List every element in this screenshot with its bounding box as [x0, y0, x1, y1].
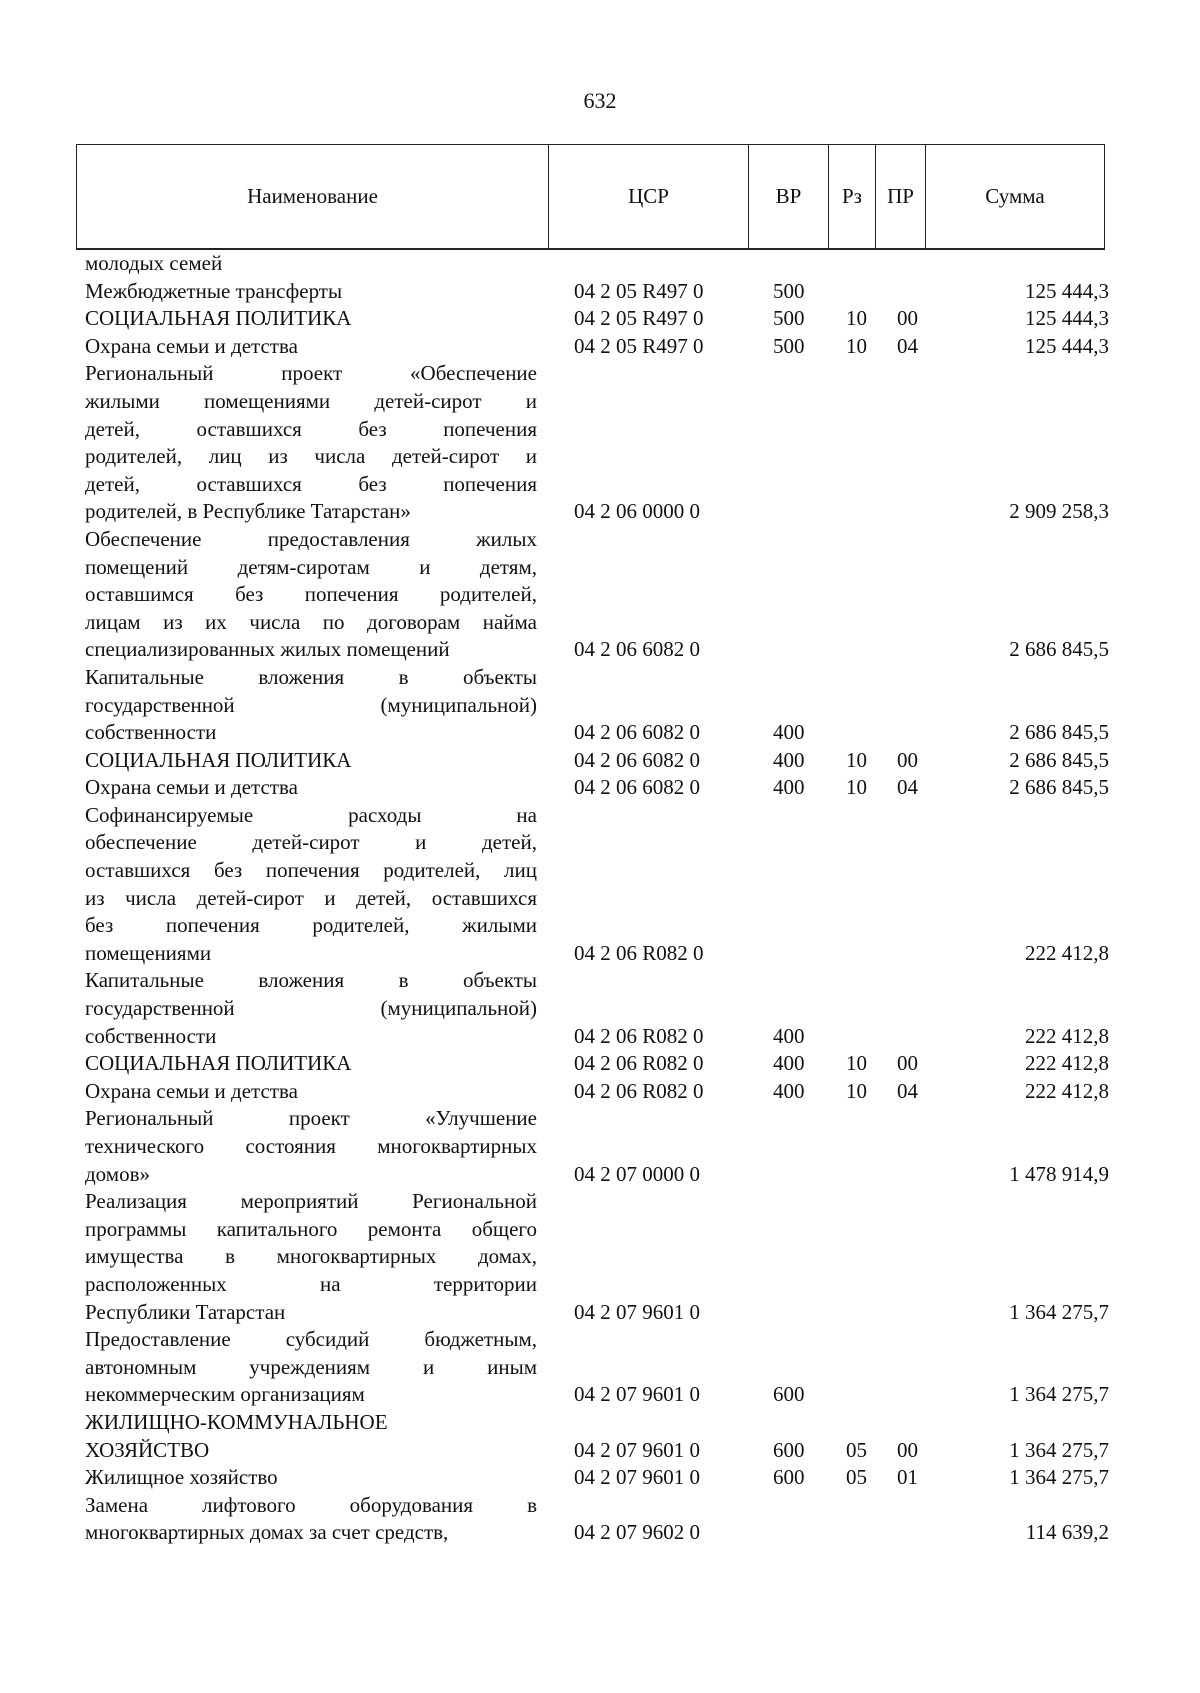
- row-name-line: Капитальные вложения в объекты: [85, 968, 537, 993]
- header-name: Наименование: [77, 145, 549, 250]
- row-csr: 04 2 06 6082 0: [574, 720, 700, 745]
- table-row: [0, 1409, 1200, 1464]
- row-name-line: Межбюджетные трансферты: [85, 278, 343, 303]
- row-name-line: Предоставление субсидий бюджетным,: [85, 1327, 537, 1352]
- row-sum: 125 444,3: [1025, 333, 1109, 358]
- header-vr: ВР: [749, 145, 829, 250]
- row-name-line: помещениями: [85, 940, 212, 965]
- row-sum: 1 364 275,7: [1009, 1437, 1109, 1462]
- row-pr: 00: [897, 1437, 918, 1462]
- row-rz: 10: [846, 1078, 867, 1103]
- row-csr: 04 2 07 9601 0: [574, 1465, 700, 1490]
- row-rz: 10: [846, 1051, 867, 1076]
- row-name: [85, 1326, 537, 1409]
- row-name-line: ХОЗЯЙСТВО: [85, 1437, 210, 1462]
- row-rz: 10: [846, 333, 867, 358]
- row-csr: 04 2 06 0000 0: [574, 499, 700, 524]
- row-vr: 400: [773, 1023, 805, 1048]
- row-name-line: детей, оставшихся без попечения: [85, 416, 537, 441]
- row-name: [85, 802, 537, 968]
- row-name-line: Охрана семьи и детства: [85, 1078, 298, 1103]
- row-name: [85, 526, 537, 664]
- row-pr: 04: [897, 775, 918, 800]
- row-sum: 1 364 275,7: [1009, 1382, 1109, 1407]
- row-name-line: некоммерческим организациям: [85, 1382, 365, 1407]
- table-row: [0, 747, 1200, 775]
- table-body: [0, 250, 1200, 1547]
- row-name-line: Региональный проект «Обеспечение: [85, 361, 537, 386]
- row-vr: 500: [773, 333, 805, 358]
- row-sum: 114 639,2: [1025, 1520, 1109, 1545]
- row-name-line: государственной (муниципальной): [85, 996, 537, 1021]
- row-name: [85, 360, 537, 526]
- row-pr: 00: [897, 1051, 918, 1076]
- table-row: [0, 360, 1200, 526]
- row-csr: 04 2 06 R082 0: [574, 1078, 704, 1103]
- row-csr: 04 2 07 9602 0: [574, 1520, 700, 1545]
- row-name-line: Жилищное хозяйство: [85, 1465, 278, 1490]
- row-vr: 400: [773, 775, 805, 800]
- row-csr: 04 2 07 9601 0: [574, 1382, 700, 1407]
- row-name-line: расположенных на территории: [85, 1271, 537, 1296]
- row-vr: 600: [773, 1437, 805, 1462]
- row-pr: 04: [897, 1078, 918, 1103]
- row-rz: 05: [846, 1465, 867, 1490]
- row-name-line: Охрана семьи и детства: [85, 775, 298, 800]
- row-name-line: Капитальные вложения в объекты: [85, 664, 537, 689]
- row-name: [85, 1105, 537, 1188]
- row-csr: 04 2 06 6082 0: [574, 747, 700, 772]
- row-csr: 04 2 07 0000 0: [574, 1161, 700, 1186]
- row-name: [85, 664, 537, 747]
- row-name-line: Республики Татарстан: [85, 1299, 286, 1324]
- row-sum: 1 478 914,9: [1009, 1161, 1109, 1186]
- row-csr: 04 2 06 6082 0: [574, 637, 700, 662]
- header-sum: Сумма: [926, 145, 1105, 250]
- table-row: [0, 1492, 1200, 1547]
- row-name-line: детей, оставшихся без попечения: [85, 471, 537, 496]
- row-name-line: лицам из их числа по договорам найма: [85, 609, 537, 634]
- table-row: [0, 1464, 1200, 1492]
- row-rz: 10: [846, 775, 867, 800]
- row-name-line: Охрана семьи и детства: [85, 333, 298, 358]
- row-name-line: Обеспечение предоставления жилых: [85, 526, 537, 551]
- row-name: [85, 1078, 537, 1106]
- row-csr: 04 2 07 9601 0: [574, 1299, 700, 1324]
- header-rz: Рз: [829, 145, 876, 250]
- row-sum: 2 686 845,5: [1009, 720, 1109, 745]
- table-row: [0, 967, 1200, 1050]
- row-rz: 05: [846, 1437, 867, 1462]
- row-name-line: Замена лифтового оборудования в: [85, 1492, 537, 1517]
- row-name-line: Софинансируемые расходы на: [85, 802, 537, 827]
- row-name-line: Реализация мероприятий Региональной: [85, 1189, 537, 1214]
- row-name-line: Региональный проект «Улучшение: [85, 1106, 537, 1131]
- row-name-line: программы капитального ремонта общего: [85, 1216, 537, 1241]
- row-sum: 1 364 275,7: [1009, 1299, 1109, 1324]
- row-name: [85, 278, 537, 306]
- row-sum: 2 686 845,5: [1009, 637, 1109, 662]
- table-row: [0, 774, 1200, 802]
- table-row: [0, 333, 1200, 361]
- row-csr: 04 2 06 6082 0: [574, 775, 700, 800]
- row-csr: 04 2 07 9601 0: [574, 1437, 700, 1462]
- row-csr: 04 2 05 R497 0: [574, 333, 704, 358]
- row-name-line: молодых семей: [85, 251, 223, 275]
- row-pr: 01: [897, 1465, 918, 1490]
- row-name-line: многоквартирных домах за счет средств,: [85, 1520, 449, 1545]
- row-name-line: СОЦИАЛЬНАЯ ПОЛИТИКА: [85, 1051, 352, 1076]
- row-name-line: автономным учреждениям и иным: [85, 1354, 537, 1379]
- row-name-line: оставшимся без попечения родителей,: [85, 582, 537, 607]
- row-rz: 10: [846, 747, 867, 772]
- row-name-line: СОЦИАЛЬНАЯ ПОЛИТИКА: [85, 306, 352, 331]
- row-sum: 2 686 845,5: [1009, 747, 1109, 772]
- row-csr: 04 2 06 R082 0: [574, 940, 704, 965]
- row-name: [85, 333, 537, 361]
- row-name: [85, 967, 537, 1050]
- row-rz: 10: [846, 306, 867, 331]
- row-csr: 04 2 06 R082 0: [574, 1023, 704, 1048]
- row-name-line: государственной (муниципальной): [85, 692, 537, 717]
- table-row: [0, 250, 1200, 278]
- row-name-line: домов»: [85, 1161, 150, 1186]
- table-row: [0, 1078, 1200, 1106]
- row-sum: 2 686 845,5: [1009, 775, 1109, 800]
- row-name: [85, 1492, 537, 1547]
- row-name: [85, 1409, 537, 1464]
- row-sum: 2 909 258,3: [1009, 499, 1109, 524]
- table-row: [0, 1105, 1200, 1188]
- row-vr: 500: [773, 278, 805, 303]
- row-name-line: родителей, лиц из числа детей-сирот и: [85, 444, 537, 469]
- row-name-line: без попечения родителей, жилыми: [85, 913, 537, 938]
- row-vr: 600: [773, 1382, 805, 1407]
- row-name: [85, 747, 537, 775]
- row-name: [85, 250, 537, 278]
- row-name-line: жилыми помещениями детей-сирот и: [85, 388, 537, 413]
- row-vr: 500: [773, 306, 805, 331]
- row-vr: 400: [773, 1078, 805, 1103]
- row-name-line: помещений детям-сиротам и детям,: [85, 554, 537, 579]
- row-name: [85, 1464, 537, 1492]
- table-row: [0, 1326, 1200, 1409]
- row-pr: 00: [897, 306, 918, 331]
- row-name-line: специализированных жилых помещений: [85, 637, 450, 662]
- row-name: [85, 774, 537, 802]
- row-name-line: оставшихся без попечения родителей, лиц: [85, 858, 537, 883]
- row-name: [85, 1050, 537, 1078]
- row-name-line: обеспечение детей-сирот и детей,: [85, 830, 537, 855]
- table-row: [0, 664, 1200, 747]
- row-sum: 125 444,3: [1025, 306, 1109, 331]
- row-name-line: родителей, в Республике Татарстан»: [85, 499, 411, 524]
- row-sum: 1 364 275,7: [1009, 1465, 1109, 1490]
- row-name-line: из числа детей-сирот и детей, оставшихся: [85, 885, 537, 910]
- row-sum: 222 412,8: [1025, 940, 1109, 965]
- row-name-line: собственности: [85, 720, 217, 745]
- row-name: [85, 305, 537, 333]
- row-sum: 222 412,8: [1025, 1078, 1109, 1103]
- table-row: [0, 802, 1200, 968]
- row-sum: 222 412,8: [1025, 1051, 1109, 1076]
- row-sum: 222 412,8: [1025, 1023, 1109, 1048]
- row-sum: 125 444,3: [1025, 278, 1109, 303]
- table-header: [76, 144, 1105, 250]
- row-pr: 04: [897, 333, 918, 358]
- row-vr: 400: [773, 747, 805, 772]
- row-vr: 600: [773, 1465, 805, 1490]
- row-pr: 00: [897, 747, 918, 772]
- table-row: [0, 526, 1200, 664]
- table-row: [0, 305, 1200, 333]
- row-name-line: технического состояния многоквартирных: [85, 1134, 537, 1158]
- row-name-line: имущества в многоквартирных домах,: [85, 1244, 537, 1269]
- row-csr: 04 2 06 R082 0: [574, 1051, 704, 1076]
- row-name: [85, 1188, 537, 1326]
- row-name-line: ЖИЛИЩНО-КОММУНАЛЬНОЕ: [85, 1409, 388, 1434]
- row-name-line: собственности: [85, 1023, 217, 1048]
- row-csr: 04 2 05 R497 0: [574, 306, 704, 331]
- header-pr: ПР: [876, 145, 926, 250]
- row-vr: 400: [773, 720, 805, 745]
- table-row: [0, 278, 1200, 306]
- header-csr: ЦСР: [549, 145, 749, 250]
- row-csr: 04 2 05 R497 0: [574, 278, 704, 303]
- page-number: 632: [583, 88, 617, 113]
- row-name-line: СОЦИАЛЬНАЯ ПОЛИТИКА: [85, 747, 352, 772]
- table-row: [0, 1188, 1200, 1326]
- table-row: [0, 1050, 1200, 1078]
- row-vr: 400: [773, 1051, 805, 1076]
